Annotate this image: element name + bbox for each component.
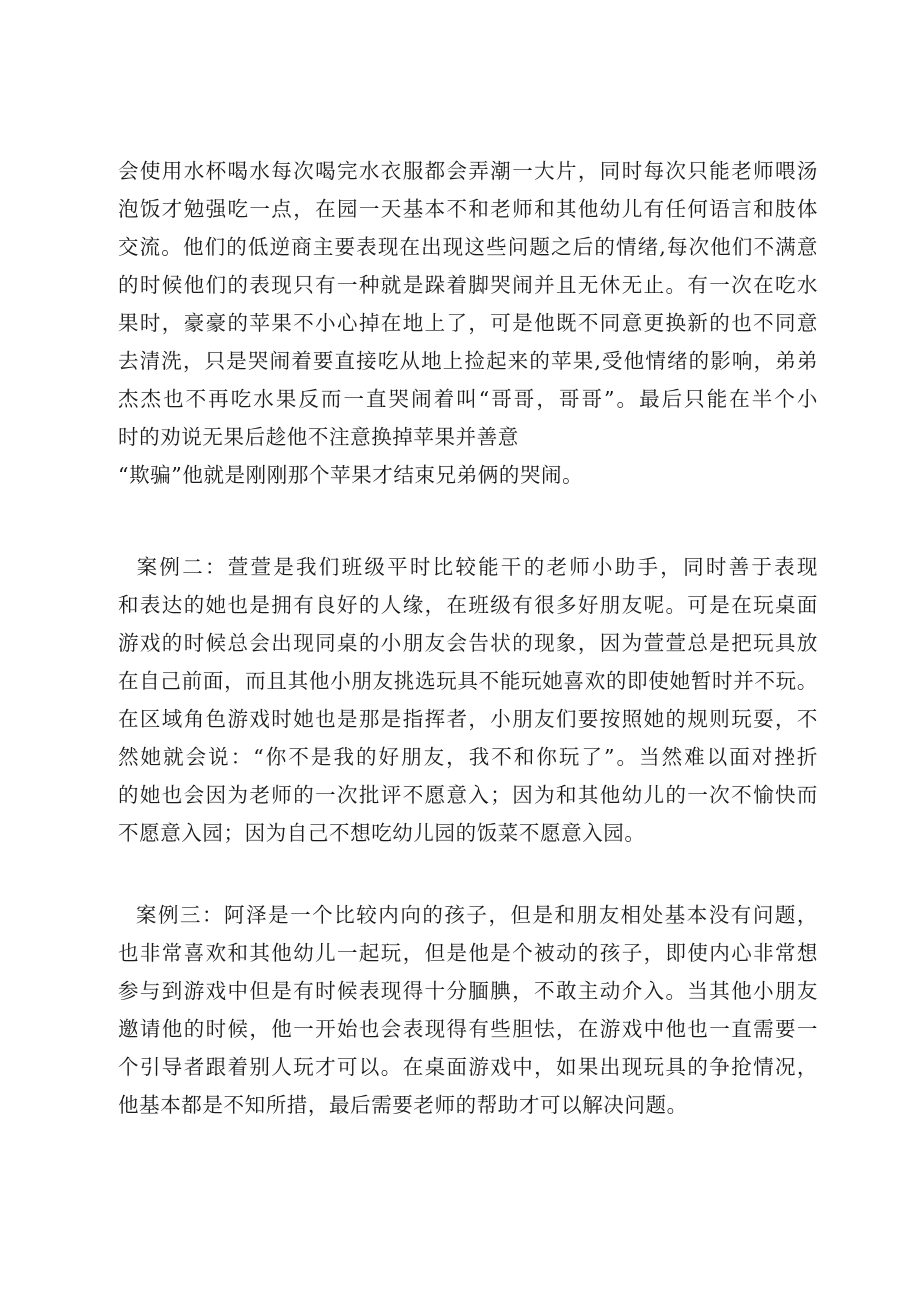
text-line: 时的劝说无果后趁他不注意换掉苹果并善意 bbox=[118, 425, 519, 449]
paragraph-case-one-continued bbox=[118, 152, 818, 494]
text-line: “欺骗”他就是刚刚那个苹果才结束兄弟俩的哭闹。 bbox=[118, 463, 584, 487]
text-line: 杰杰也不再吃水果反而一直哭闹着叫“哥哥，哥哥”。最后只能在半个小 bbox=[118, 387, 818, 411]
text-line: 在自己前面，而且其他小朋友挑选玩具不能玩她喜欢的即使她暂时并不玩。 bbox=[118, 669, 818, 693]
text-line: 然她就会说：“你不是我的好朋友，我不和你玩了”。当然难以面对挫折 bbox=[118, 745, 818, 769]
text-line-indented bbox=[118, 896, 818, 934]
text-line: 个引导者跟着别人玩才可以。在桌面游戏中，如果出现玩具的争抢情况， bbox=[118, 1055, 818, 1079]
text-line: 和表达的她也是拥有良好的人缘，在班级有很多好朋友呢。可是在玩桌面 bbox=[118, 593, 818, 617]
text-line: 的她也会因为老师的一次批评不愿意入；因为和其他幼儿的一次不愉快而 bbox=[118, 783, 818, 807]
paragraph-case-three bbox=[118, 896, 818, 1124]
text-line: 也非常喜欢和其他幼儿一起玩，但是他是个被动的孩子，即使内心非常想 bbox=[118, 941, 818, 965]
text-line: 不愿意入园；因为自己不想吃幼儿园的饭菜不愿意入园。 bbox=[118, 821, 646, 845]
text-line: 在区域角色游戏时她也是那是指挥者，小朋友们要按照她的规则玩耍，不 bbox=[118, 707, 818, 731]
text-line-indented bbox=[118, 548, 818, 586]
text-line: 泡饭才勉强吃一点，在园一天基本不和老师和其他幼儿有任何语言和肢体 bbox=[118, 197, 818, 221]
text-line: 交流。他们的低逆商主要表现在出现这些问题之后的情绪,每次他们不满意 bbox=[118, 235, 818, 259]
text-line: 果时，豪豪的苹果不小心掉在地上了，可是他既不同意更换新的也不同意 bbox=[118, 311, 818, 335]
text-line-content: 案例三：阿泽是一个比较内向的孩子，但是和朋友相处基本没有问题， bbox=[135, 903, 818, 927]
text-line: 的时候他们的表现只有一种就是跺着脚哭闹并且无休无止。有一次在吃水 bbox=[118, 273, 818, 297]
text-line-content: 案例二：萱萱是我们班级平时比较能干的老师小助手，同时善于表现 bbox=[135, 555, 818, 579]
text-line: 邀请他的时候，他一开始也会表现得有些胆怯，在游戏中他也一直需要一 bbox=[118, 1017, 818, 1041]
text-line: 游戏的时候总会出现同桌的小朋友会告状的现象，因为萱萱总是把玩具放 bbox=[118, 631, 818, 655]
paragraph-case-two bbox=[118, 548, 818, 852]
text-line: 他基本都是不知所措，最后需要老师的帮助才可以解决问题。 bbox=[118, 1093, 688, 1117]
text-line: 会使用水杯喝水每次喝完水衣服都会弄潮一大片，同时每次只能老师喂汤 bbox=[118, 159, 818, 183]
text-line: 去清洗，只是哭闹着要直接吃从地上捡起来的苹果,受他情绪的影响，弟弟 bbox=[118, 349, 818, 373]
text-line: 参与到游戏中但是有时候表现得十分腼腆，不敢主动介入。当其他小朋友 bbox=[118, 979, 818, 1003]
